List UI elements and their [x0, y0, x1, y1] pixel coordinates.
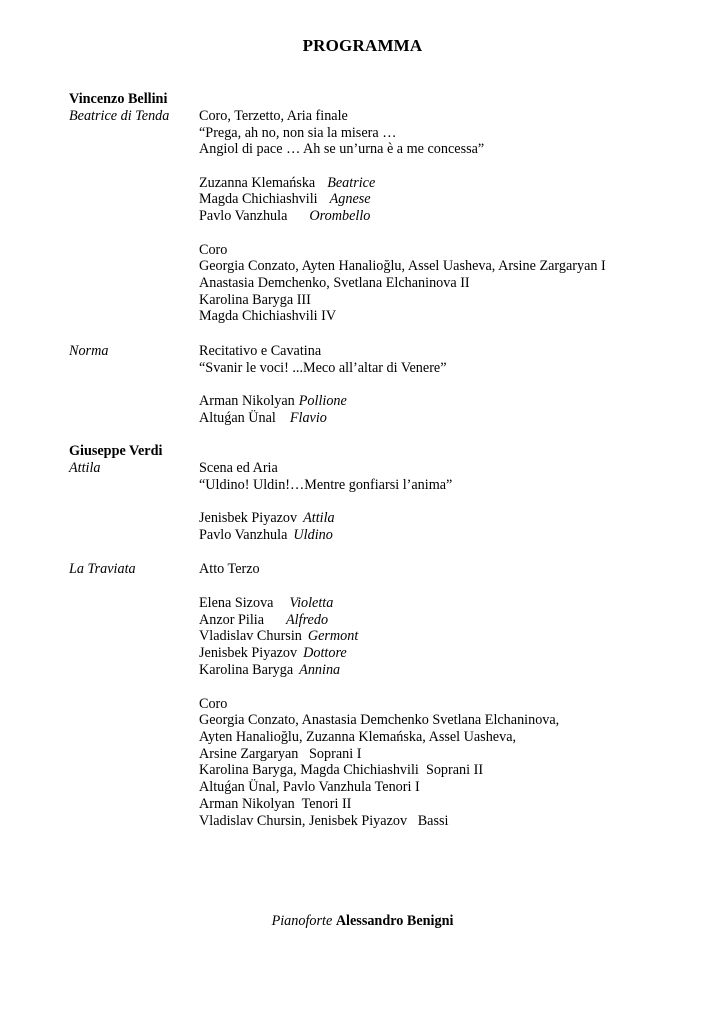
coro-line: Vladislav Chursin, Jenisbek Piyazov Bassi	[199, 813, 449, 829]
program-line: Atto Terzo	[199, 561, 260, 577]
cast-line	[199, 612, 328, 629]
cast-line	[199, 527, 333, 544]
cast-line	[199, 393, 347, 410]
cast-line	[199, 208, 370, 225]
coro-label: Coro	[199, 696, 228, 712]
opera-norma: Norma	[69, 343, 109, 359]
role-name: Annina	[299, 662, 341, 678]
cast-line	[199, 510, 335, 527]
program-line: Recitativo e Cavatina	[199, 343, 322, 359]
coro-line: Arman Nikolyan Tenori II	[199, 796, 352, 812]
cast-line	[199, 175, 375, 192]
coro-line: Karolina Baryga III	[199, 292, 311, 308]
coro-line: Anastasia Demchenko, Svetlana Elchaninova II	[199, 275, 470, 291]
cast-line	[199, 628, 358, 645]
singer-name: Pavlo Vanzhula	[199, 208, 288, 224]
coro-line: Arsine Zargaryan Soprani I	[199, 746, 362, 762]
role-name: Uldino	[293, 527, 333, 543]
opera-beatrice-di-tenda: Beatrice di Tenda	[69, 108, 170, 124]
role-name: Beatrice	[327, 175, 376, 191]
singer-name: Vladislav Chursin	[199, 628, 302, 644]
singer-name: Zuzanna Klemańska	[199, 175, 316, 191]
role-name: Dottore	[303, 645, 347, 661]
composer-verdi: Giuseppe Verdi	[69, 443, 163, 459]
coro-line: Magda Chichiashvili IV	[199, 308, 337, 324]
program-line: “Svanir le voci! ...Meco all’altar di Venere”	[199, 360, 447, 376]
coro-line: Georgia Conzato, Ayten Hanalioğlu, Assel Uasheva, Arsine Zargaryan I	[199, 258, 606, 274]
singer-name: Karolina Baryga	[199, 662, 294, 678]
role-name: Germont	[307, 628, 359, 644]
singer-name: Elena Sizova	[199, 595, 274, 611]
opera-attila: Attila	[69, 460, 101, 476]
opera-la-traviata: La Traviata	[69, 561, 136, 577]
cast-line	[199, 595, 333, 612]
program-line: “Uldino! Uldin!…Mentre gonfiarsi l’anima”	[199, 477, 453, 493]
singer-name: Jenisbek Piyazov	[199, 645, 298, 661]
cast-line	[199, 191, 371, 208]
role-name: Orombello	[309, 208, 371, 224]
singer-name: Arman Nikolyan	[199, 393, 295, 409]
page-title: PROGRAMMA	[302, 36, 423, 55]
coro-line: Ayten Hanalioğlu, Zuzanna Klemańska, Assel Uasheva,	[199, 729, 517, 745]
role-name: Alfredo	[286, 612, 329, 628]
coro-line: Georgia Conzato, Anastasia Demchenko Svetlana Elchaninova,	[199, 712, 560, 728]
role-name: Agnese	[329, 191, 371, 207]
role-name: Violetta	[289, 595, 334, 611]
footer-credit	[0, 913, 725, 930]
role-name: Attila	[303, 510, 335, 526]
singer-name: Altuǵan Ünal	[199, 410, 276, 426]
singer-name: Pavlo Vanzhula	[199, 527, 288, 543]
program-line: Angiol di pace … Ah se un’urna è a me concessa”	[199, 141, 485, 157]
cast-line	[199, 410, 327, 427]
instrument-label: Pianoforte	[271, 913, 333, 929]
composer-bellini: Vincenzo Bellini	[69, 91, 168, 107]
program-line: Scena ed Aria	[199, 460, 278, 476]
coro-line: Altuǵan Ünal, Pavlo Vanzhula Tenori I	[199, 779, 420, 795]
pianist-name: Alessandro Benigni	[335, 913, 454, 929]
role-name: Flavio	[289, 410, 327, 426]
singer-name: Anzor Pilia	[199, 612, 265, 628]
role-name: Pollione	[298, 393, 347, 409]
cast-line	[199, 645, 347, 662]
singer-name: Magda Chichiashvili	[199, 191, 318, 207]
singer-name: Jenisbek Piyazov	[199, 510, 298, 526]
cast-line	[199, 662, 340, 679]
program-line: Coro, Terzetto, Aria finale	[199, 108, 348, 124]
program-line: “Prega, ah no, non sia la misera …	[199, 125, 397, 141]
coro-line: Karolina Baryga, Magda Chichiashvili Soprani II	[199, 762, 484, 778]
coro-label: Coro	[199, 242, 228, 258]
